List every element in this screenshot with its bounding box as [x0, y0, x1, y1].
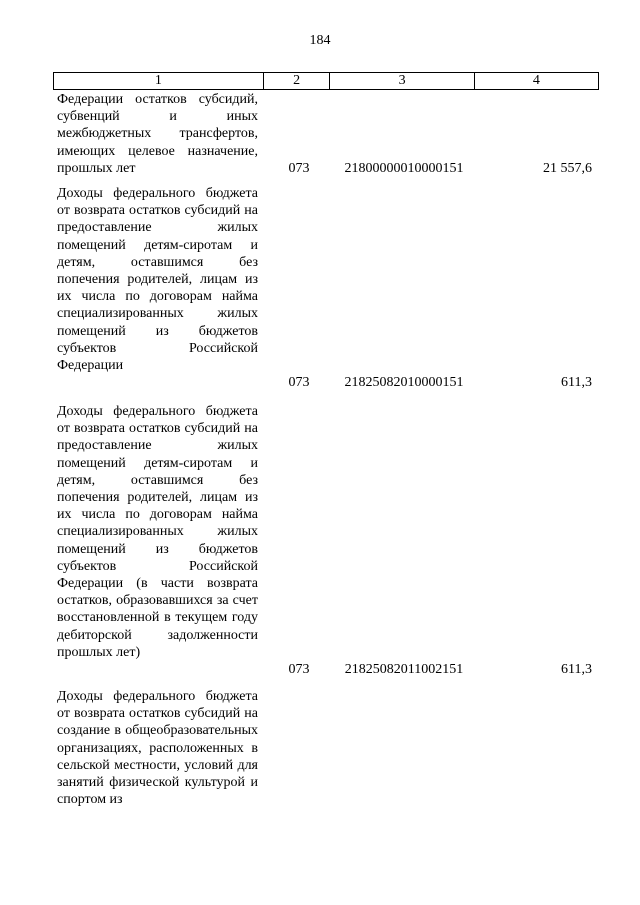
row-kbk-code: 21825082011002151	[344, 662, 464, 677]
row-kbk-code: 21800000010000151	[344, 161, 464, 176]
row-admin-code: 073	[288, 662, 310, 677]
row-description: Доходы федерального бюджета от возврата остатков субсидий на предоставление жилых помещений детям-сиротам и детям, оставшимся без попечения родителей, лицам из их числа по договорам найма специализированных жилых помещений из бюджетов субъектов Российской Федерации (в части возврата остатков, образовавшихся за счет восстановленной в текущем году дебиторской задолженности прошлых лет)	[57, 404, 258, 660]
page-number: 184	[309, 33, 331, 48]
row-admin-code: 073	[288, 375, 310, 390]
row-admin-code: 073	[288, 161, 310, 176]
table-row	[53, 403, 599, 683]
row-description: Доходы федерального бюджета от возврата остатков субсидий на предоставление жилых помещений детям-сиротам и детям, оставшимся без попечения родителей, лицам из их числа по договорам найма специализированных жилых помещений из бюджетов субъектов Российской Федерации	[57, 186, 258, 374]
header-col-2: 2	[263, 73, 330, 90]
table-row	[53, 91, 599, 181]
row-description: Доходы федерального бюджета от возврата остатков субсидий на создание в общеобразовательных организациях, расположенных в сельской местности, условий для занятий физической культурой и спортом из	[57, 689, 258, 808]
row-amount: 611,3	[561, 375, 592, 390]
row-description: Федерации остатков субсидий, субвенций и иных межбюджетных трансфертов, имеющих целевое назначение, прошлых лет	[57, 92, 258, 176]
header-col-1: 1	[54, 73, 264, 90]
row-kbk-code: 21825082010000151	[344, 375, 464, 390]
header-col-4: 4	[474, 73, 598, 90]
row-amount: 21 557,6	[543, 161, 592, 176]
header-col-3: 3	[330, 73, 474, 90]
row-amount: 611,3	[561, 662, 592, 677]
table-header	[53, 72, 599, 90]
table-row	[53, 688, 599, 833]
table-row	[53, 185, 599, 395]
